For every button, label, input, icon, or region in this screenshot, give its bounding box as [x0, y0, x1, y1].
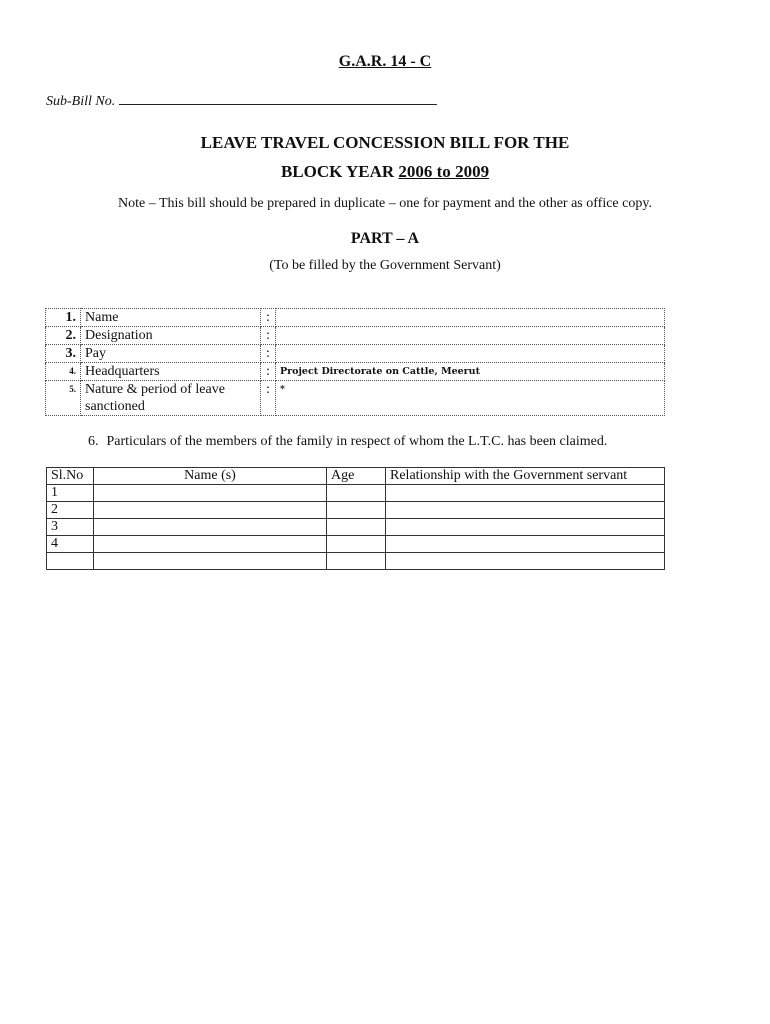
bill-title: LEAVE TRAVEL CONCESSION BILL FOR THE — [200, 133, 570, 152]
relationship-cell[interactable] — [386, 485, 665, 502]
age-cell[interactable] — [327, 536, 386, 553]
name-cell[interactable] — [94, 536, 327, 553]
field-label: Nature & period of leave sanctioned — [81, 381, 261, 416]
relationship-cell[interactable] — [386, 553, 665, 570]
field-label: Pay — [81, 345, 261, 363]
table-row — [47, 519, 665, 536]
sl-no-cell: 4 — [47, 536, 94, 553]
colon: : — [261, 309, 276, 327]
sub-bill-label: Sub-Bill No. — [46, 94, 116, 109]
age-cell[interactable] — [327, 485, 386, 502]
year-from: 2006 — [398, 162, 433, 181]
sub-bill-blank-line[interactable] — [119, 91, 437, 105]
field-label: Name — [81, 309, 261, 327]
item-6-number: 6. — [88, 434, 99, 449]
headquarters-value[interactable]: Project Directorate on Cattle, Meerut — [276, 363, 665, 381]
header-names: Name (s) — [94, 468, 327, 485]
part-heading: PART – A — [350, 230, 420, 247]
name-cell[interactable] — [94, 519, 327, 536]
row-number: 2. — [46, 327, 81, 345]
header-relationship: Relationship with the Government servant — [386, 468, 665, 485]
family-table — [46, 467, 665, 570]
row-number: 5. — [46, 381, 81, 416]
block-year-prefix: BLOCK YEAR — [280, 162, 399, 181]
name-cell[interactable] — [94, 553, 327, 570]
sl-no-cell: 1 — [47, 485, 94, 502]
year-to-word: to — [432, 162, 456, 181]
colon: : — [261, 327, 276, 345]
colon: : — [261, 363, 276, 381]
note-text: Note – This bill should be prepared in duplicate – one for payment and the other as office copy. — [118, 196, 652, 211]
colon: : — [261, 381, 276, 416]
sl-no-cell: 2 — [47, 502, 94, 519]
name-cell[interactable] — [94, 485, 327, 502]
name-cell[interactable] — [94, 502, 327, 519]
name-value[interactable] — [276, 309, 665, 327]
relationship-cell[interactable] — [386, 502, 665, 519]
field-label: Headquarters — [81, 363, 261, 381]
table-row — [47, 553, 665, 570]
header-age: Age — [327, 468, 386, 485]
age-cell[interactable] — [327, 519, 386, 536]
block-year-range — [398, 162, 489, 181]
table-row — [47, 485, 665, 502]
family-table-header — [47, 468, 665, 485]
relationship-cell[interactable] — [386, 519, 665, 536]
year-to: 2009 — [455, 162, 490, 181]
field-label: Designation — [81, 327, 261, 345]
pay-value[interactable] — [276, 345, 665, 363]
row-number: 4. — [46, 363, 81, 381]
relationship-cell[interactable] — [386, 536, 665, 553]
details-table — [45, 308, 665, 416]
details-row — [46, 345, 665, 363]
age-cell[interactable] — [327, 502, 386, 519]
details-row — [46, 381, 665, 416]
item-6-text: Particulars of the members of the family in respect of whom the L.T.C. has been claimed. — [106, 434, 608, 449]
table-row — [47, 502, 665, 519]
sl-no-cell — [47, 553, 94, 570]
sl-no-cell: 3 — [47, 519, 94, 536]
leave-period-value[interactable]: * — [276, 381, 665, 416]
part-subheading: (To be filled by the Government Servant) — [269, 258, 501, 273]
sub-bill-number — [46, 91, 437, 110]
item-6 — [88, 434, 607, 450]
designation-value[interactable] — [276, 327, 665, 345]
header-sl-no: Sl.No — [47, 468, 94, 485]
details-row — [46, 363, 665, 381]
row-number: 1. — [46, 309, 81, 327]
details-row — [46, 309, 665, 327]
age-cell[interactable] — [327, 553, 386, 570]
row-number: 3. — [46, 345, 81, 363]
block-year-title — [0, 162, 770, 182]
colon: : — [261, 345, 276, 363]
table-row — [47, 536, 665, 553]
details-row — [46, 327, 665, 345]
form-code: G.A.R. 14 - C — [338, 53, 432, 70]
